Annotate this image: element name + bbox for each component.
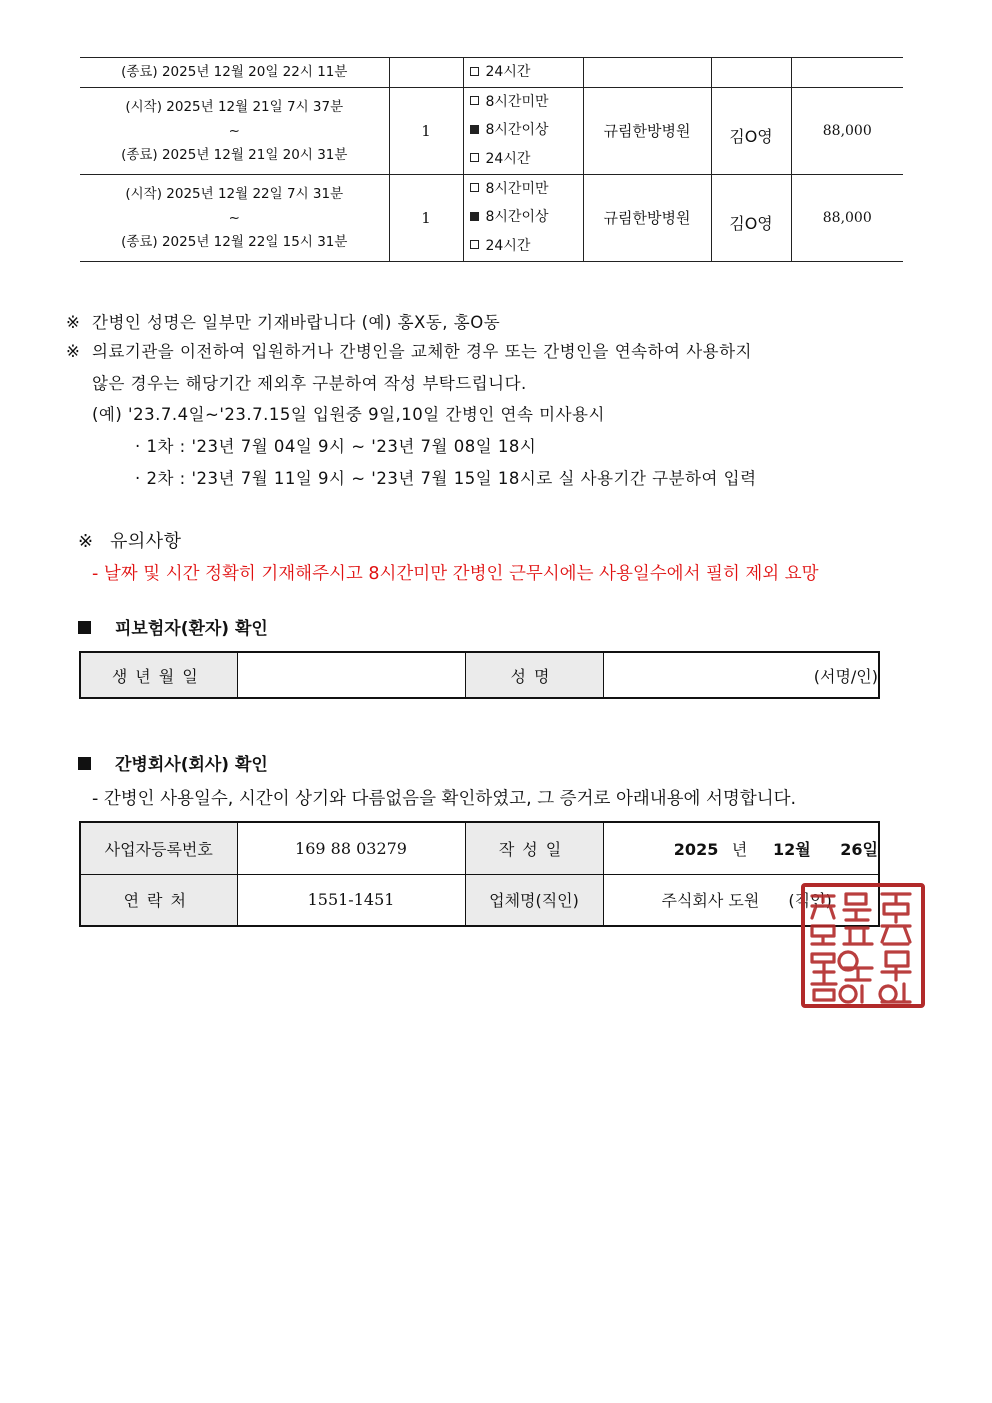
usage-days-cell [389, 58, 463, 88]
checkbox-checked-icon [470, 212, 479, 221]
business-reg-label: 사업자등록번호 [80, 822, 237, 874]
patient-confirm-table [79, 651, 880, 699]
period-tilde: ~ [228, 209, 240, 226]
birth-date-field[interactable] [237, 652, 465, 698]
patient-section-title: 피보험자(환자) 확인 [78, 614, 268, 639]
hospital-cell [583, 58, 711, 88]
hours-option: 24시간 [470, 232, 583, 261]
reference-mark-icon: ※ [66, 342, 81, 361]
caregiver-name-cell: 김O영 [711, 87, 791, 174]
hours-option: 8시간이상 [470, 203, 583, 232]
square-bullet-icon [78, 757, 91, 770]
date-day: 26일 [840, 839, 878, 859]
table-row [80, 58, 903, 88]
amount-cell [791, 58, 903, 88]
hours-option: 8시간미만 [470, 175, 583, 204]
usage-period-cell [80, 87, 389, 174]
caregiver-name-cell: 김O영 [711, 174, 791, 261]
date-year: 2025 [673, 839, 719, 859]
table-row [80, 87, 903, 174]
hours-option: 8시간이상 [470, 116, 583, 145]
note-example: (예) '23.7.4일~'23.7.15일 입원중 9일,10일 간병인 연속 미사용시 [92, 405, 605, 424]
note-example-second: · 2차 : '23년 7월 11일 9시 ~ '23년 7월 15일 18시로 실 사용기간 구분하여 입력 [135, 469, 757, 488]
company-section-title: 간병회사(회사) 확인 [78, 750, 268, 775]
table-row [80, 822, 879, 874]
caregiver-usage-table [80, 57, 903, 262]
caution-title: ※ 유의사항 [78, 531, 182, 552]
period-end: (종료) 2025년 12월 20일 22시 11분 [121, 64, 348, 81]
usage-period-cell [80, 174, 389, 261]
caregiver-name-cell [711, 58, 791, 88]
hours-option: 24시간 [470, 58, 583, 87]
hours-option-cell [463, 87, 583, 174]
usage-period-cell [80, 58, 389, 88]
period-tilde: ~ [228, 122, 240, 139]
checkbox-icon [470, 183, 479, 192]
period-end: (종료) 2025년 12월 21일 20시 31분 [121, 146, 348, 163]
contact-value: 1551-1451 [237, 874, 465, 926]
hospital-cell: 규림한방병원 [583, 174, 711, 261]
period-start: (시작) 2025년 12월 21일 7시 37분 [125, 98, 344, 115]
usage-days-cell: 1 [389, 87, 463, 174]
date-month: 12월 [772, 839, 811, 859]
official-seal-placeholder: (직인) [788, 891, 832, 911]
patient-signature-field[interactable] [603, 652, 879, 698]
note-transfer-guidance: ※ 의료기관을 이전하여 입원하거나 간병인을 교체한 경우 또는 간병인을 연속하여 사용하지 [66, 342, 752, 361]
hours-option-cell [463, 174, 583, 261]
company-seal-stamp [800, 882, 926, 1009]
checkbox-checked-icon [470, 125, 479, 134]
written-date-label: 작성일 [465, 822, 603, 874]
birth-date-label: 생년월일 [80, 652, 237, 698]
reference-mark-icon: ※ [78, 531, 94, 552]
hours-option: 8시간미만 [470, 88, 583, 117]
hours-option: 24시간 [470, 145, 583, 174]
signature-placeholder: (서명/인) [813, 666, 878, 686]
note-transfer-guidance-cont: 않은 경우는 해당기간 제외후 구분하여 작성 부탁드립니다. [92, 374, 527, 393]
table-row [80, 174, 903, 261]
reference-mark-icon: ※ [66, 313, 81, 332]
period-end: (종료) 2025년 12월 22일 15시 31분 [121, 233, 348, 250]
hours-option-cell [463, 58, 583, 88]
square-bullet-icon [78, 621, 91, 634]
business-name-label: 업체명(직인) [465, 874, 603, 926]
patient-name-label: 성명 [465, 652, 603, 698]
amount-cell: 88,000 [791, 174, 903, 261]
written-date-value [603, 822, 879, 874]
checkbox-icon [470, 67, 479, 76]
period-start: (시작) 2025년 12월 22일 7시 31분 [125, 185, 344, 202]
business-reg-value: 169 88 03279 [237, 822, 465, 874]
usage-days-cell: 1 [389, 174, 463, 261]
table-row [80, 652, 879, 698]
amount-cell: 88,000 [791, 87, 903, 174]
company-statement: - 간병인 사용일수, 시간이 상기와 다름없음을 확인하였고, 그 증거로 아래내용에 서명합니다. [92, 789, 797, 809]
contact-label: 연락처 [80, 874, 237, 926]
note-example-first: · 1차 : '23년 7월 04일 9시 ~ '23년 7월 08일 18시 [135, 437, 537, 456]
checkbox-icon [470, 96, 479, 105]
hospital-cell: 규림한방병원 [583, 87, 711, 174]
caution-text: - 날짜 및 시간 정확히 기재해주시고 8시간미만 간병인 근무시에는 사용일수에서 필히 제외 요망 [92, 564, 819, 584]
note-name-guidance: ※ 간병인 성명은 일부만 기재바랍니다 (예) 홍X동, 홍O동 [66, 313, 501, 332]
checkbox-icon [470, 153, 479, 162]
company-confirm-table [79, 821, 880, 927]
table-row [80, 874, 879, 926]
company-name: 주식회사 도원 [661, 891, 760, 911]
date-year-unit: 년 [731, 839, 748, 859]
checkbox-icon [470, 240, 479, 249]
